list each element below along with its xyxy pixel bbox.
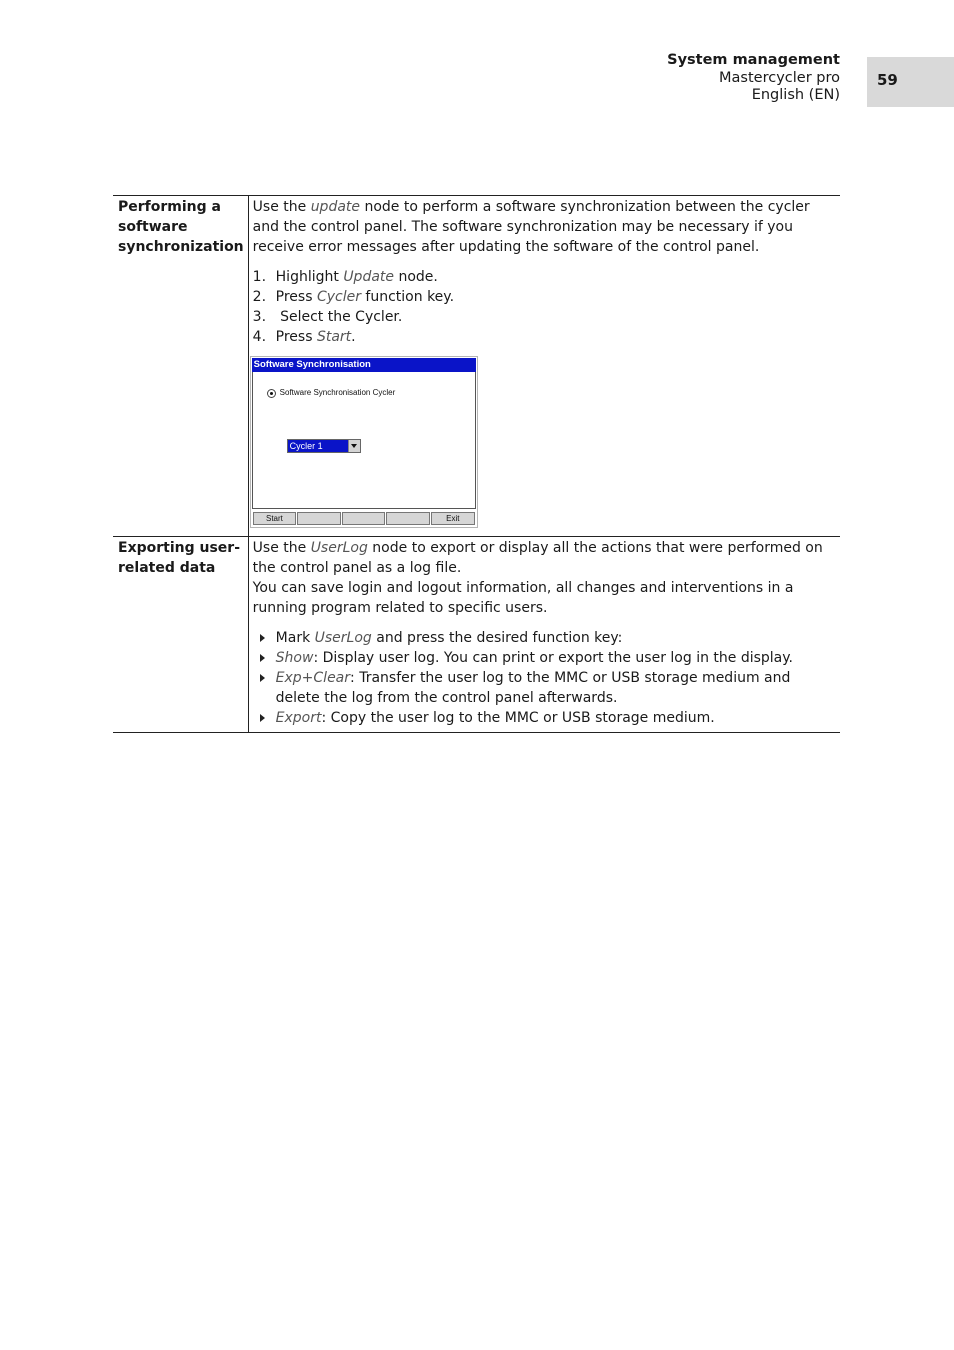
text-span: : Copy the user log to the MMC or USB storage medium. bbox=[321, 710, 715, 726]
step-number: 4. bbox=[252, 329, 267, 345]
function-key-bar bbox=[253, 512, 475, 525]
text-span: node. bbox=[394, 269, 438, 285]
function-key-3 bbox=[342, 512, 386, 525]
text-span: Press bbox=[275, 329, 317, 345]
row-label: Exporting user-related data bbox=[113, 537, 248, 733]
table-row bbox=[113, 537, 840, 733]
intro-paragraph bbox=[253, 197, 838, 257]
term: Exp+Clear bbox=[275, 670, 351, 686]
text-span: . bbox=[351, 329, 356, 345]
dialog-title: Software Synchronisation bbox=[252, 358, 476, 372]
term: Export bbox=[275, 710, 322, 726]
intro-paragraph-2: You can save login and logout information, all changes and interventions in a running program related to specific users. bbox=[252, 580, 794, 616]
product-name: Mastercycler pro bbox=[719, 69, 840, 86]
triangle-right-icon bbox=[253, 628, 276, 648]
term: Cycler bbox=[316, 289, 361, 305]
triangle-right-icon bbox=[253, 708, 276, 728]
text-span: Use the bbox=[252, 540, 311, 556]
language-label: English (EN) bbox=[751, 87, 840, 103]
radio-label: Software Synchronisation Cycler bbox=[279, 388, 396, 397]
bullet-list bbox=[253, 628, 838, 728]
triangle-right-icon bbox=[253, 648, 276, 668]
step-number: 3. bbox=[252, 309, 267, 325]
row-content bbox=[248, 196, 840, 537]
text-span: node to perform a software synchronization between the cycler and the control panel. The software synchronization may be necessary if you receive error messages after updating the software of the control panel. bbox=[252, 199, 810, 255]
term: Show bbox=[275, 650, 314, 666]
term: Update bbox=[343, 269, 395, 285]
text-span: Press bbox=[275, 289, 317, 305]
exit-key: Exit bbox=[431, 512, 475, 525]
row-content bbox=[248, 537, 840, 733]
start-key: Start bbox=[253, 512, 297, 525]
step-list bbox=[253, 267, 838, 347]
select-value: Cycler 1 bbox=[288, 440, 348, 452]
term: Start bbox=[316, 329, 352, 345]
list-item bbox=[253, 267, 838, 287]
table-row bbox=[113, 196, 840, 537]
text-span: Highlight bbox=[275, 269, 344, 285]
function-key-4 bbox=[386, 512, 430, 525]
list-item bbox=[253, 628, 838, 648]
page-number: 59 bbox=[867, 57, 954, 107]
section-title: System management bbox=[667, 52, 840, 68]
text-span: : Transfer the user log to the MMC or USB storage medium and delete the log from the control panel afterwards. bbox=[275, 670, 791, 706]
text-span: node to export or display all the actions that were performed on the control panel as a log file. bbox=[252, 540, 823, 576]
text-span: Mark bbox=[275, 630, 315, 646]
intro-paragraph bbox=[253, 538, 838, 578]
text-span: Use the bbox=[252, 199, 311, 215]
cycler-select bbox=[287, 439, 361, 453]
list-item bbox=[253, 327, 838, 347]
term: UserLog bbox=[314, 630, 372, 646]
instruction-table bbox=[113, 195, 840, 733]
software-sync-dialog-screenshot bbox=[250, 356, 478, 528]
node-name: update bbox=[310, 199, 361, 215]
list-item bbox=[253, 708, 838, 728]
list-item bbox=[253, 287, 838, 307]
step-number: 1. bbox=[252, 269, 267, 285]
row-label: Performing a software synchronization bbox=[113, 196, 248, 537]
function-key-2 bbox=[297, 512, 341, 525]
list-item bbox=[253, 307, 838, 327]
triangle-right-icon bbox=[253, 668, 276, 708]
text-span: : Display user log. You can print or export the user log in the display. bbox=[313, 650, 793, 666]
list-item bbox=[253, 668, 838, 708]
radio-button-icon bbox=[267, 389, 276, 398]
chevron-down-icon bbox=[348, 440, 360, 452]
text-span: Select the Cycler. bbox=[275, 309, 403, 325]
list-item bbox=[253, 648, 838, 668]
text-span: function key. bbox=[360, 289, 455, 305]
text-span: and press the desired function key: bbox=[371, 630, 623, 646]
node-name: UserLog bbox=[310, 540, 368, 556]
step-number: 2. bbox=[252, 289, 267, 305]
page-header bbox=[667, 52, 840, 105]
